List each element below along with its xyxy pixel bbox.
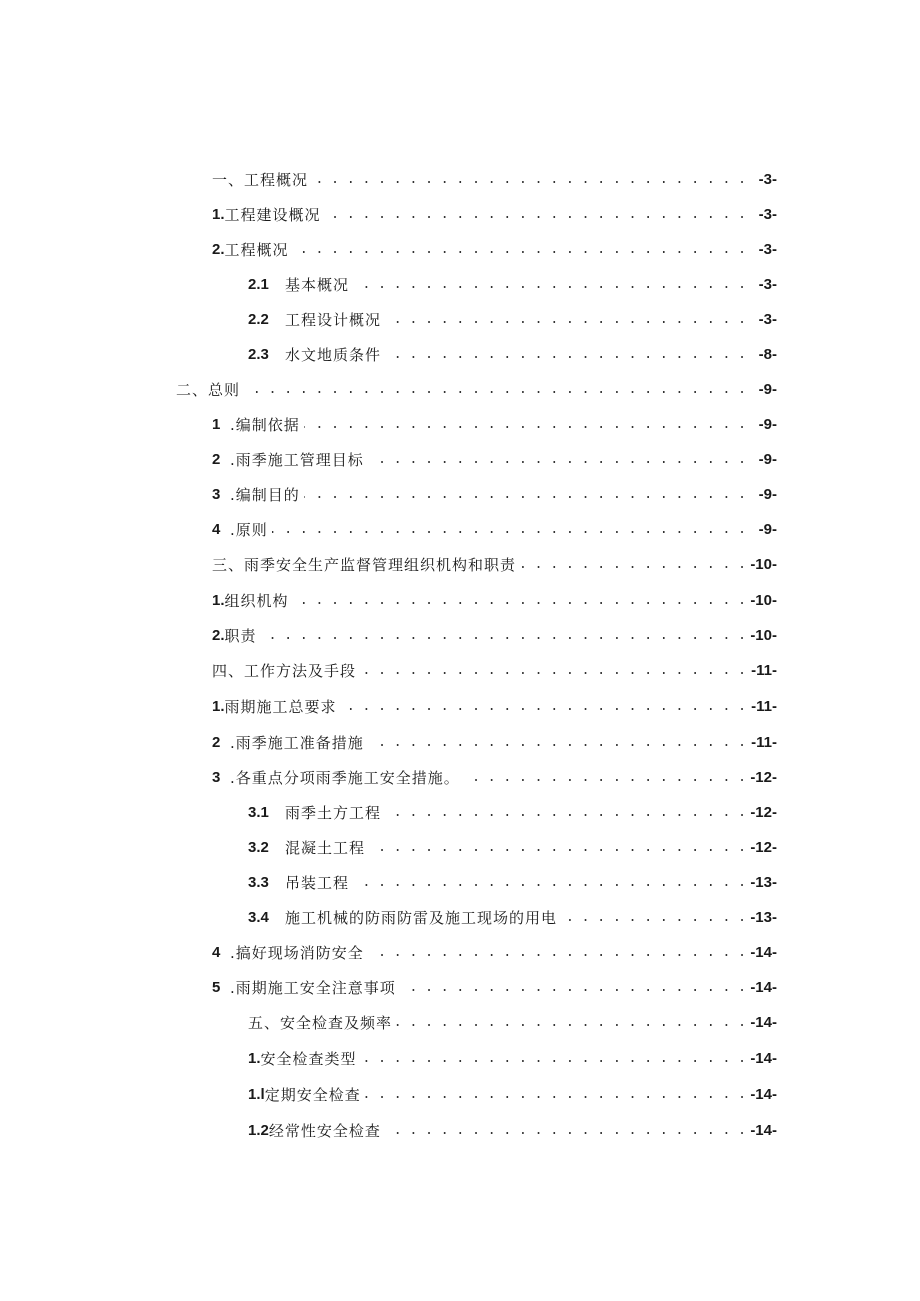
toc-dot-leader [244, 378, 746, 402]
toc-entry[interactable] [248, 1119, 777, 1143]
toc-entry-number: 5 [212, 979, 221, 996]
toc-entry[interactable] [212, 976, 777, 1000]
toc-entry-title: .雨季施工管理目标 [230, 451, 364, 469]
toc-entry-title: 安全检查类型 [260, 1050, 357, 1068]
toc-dot-leader [304, 483, 746, 507]
toc-entry-title: 经常性安全检查 [268, 1122, 381, 1140]
toc-dot-leader [353, 871, 746, 895]
toc-entry-page: -9- [758, 416, 777, 433]
toc-entry-title: .编制目的 [230, 486, 300, 504]
toc-entry[interactable] [248, 1083, 777, 1107]
toc-dot-leader [360, 659, 746, 683]
toc-entry[interactable] [212, 731, 777, 755]
toc-entry[interactable] [176, 378, 777, 402]
toc-dot-leader [293, 589, 746, 613]
toc-entry-number: 1. [212, 592, 225, 609]
toc-entry[interactable] [212, 413, 777, 437]
toc-entry-page: -3- [758, 276, 777, 293]
toc-entry-title: 工程建设概况 [224, 206, 321, 224]
toc-dot-leader [272, 518, 746, 542]
toc-dot-leader [385, 801, 746, 825]
toc-entry-page: -11- [751, 662, 777, 679]
toc-entry[interactable] [248, 906, 777, 930]
toc-entry-page: -3- [758, 311, 777, 328]
toc-entry[interactable] [248, 273, 777, 297]
toc-entry-number: 2.3 [248, 346, 269, 363]
toc-entry-page: -10- [750, 592, 777, 609]
toc-entry-page: -14- [750, 1014, 777, 1031]
toc-entry-page: -12- [750, 804, 777, 821]
toc-dot-leader [368, 731, 746, 755]
toc-dot-leader [293, 238, 746, 262]
toc-dot-leader [325, 203, 746, 227]
toc-entry[interactable] [248, 801, 777, 825]
toc-entry-number: 1. [212, 698, 225, 715]
toc-entry-number: 4 [212, 944, 221, 961]
toc-entry-title: .编制依据 [230, 416, 300, 434]
toc-entry-title: 混凝土工程 [285, 839, 366, 857]
toc-dot-leader [365, 1083, 746, 1107]
toc-entry[interactable] [248, 343, 777, 367]
toc-entry-title: .雨季施工准备措施 [230, 734, 364, 752]
toc-entry-page: -12- [750, 769, 777, 786]
toc-entry[interactable] [248, 308, 777, 332]
toc-dot-leader [368, 941, 746, 965]
toc-entry-number: 1. [248, 1050, 261, 1067]
toc-entry-title: 工程设计概况 [285, 311, 382, 329]
toc-entry-number: 3.1 [248, 804, 269, 821]
toc-entry-page: -3- [758, 241, 777, 258]
toc-dot-leader [304, 413, 746, 437]
toc-entry-page: -9- [758, 486, 777, 503]
toc-dot-leader [261, 624, 746, 648]
toc-entry-title: .原则 [230, 521, 268, 539]
toc-entry-page: -9- [758, 451, 777, 468]
toc-dot-leader [385, 343, 746, 367]
toc-entry-page: -9- [758, 521, 777, 538]
toc-entry-page: -11- [751, 698, 777, 715]
toc-entry-page: -9- [758, 381, 777, 398]
toc-entry-number: 1.l [248, 1086, 265, 1103]
toc-dot-leader [520, 553, 746, 577]
toc-entry-page: -10- [750, 627, 777, 644]
toc-entry-title: 雨期施工总要求 [224, 698, 337, 716]
toc-entry-page: -14- [750, 1122, 777, 1139]
toc-dot-leader [396, 1011, 746, 1035]
toc-dot-leader [385, 1119, 746, 1143]
toc-entry-number: 2 [212, 734, 221, 751]
toc-entry-page: -14- [750, 1050, 777, 1067]
toc-entry-number: 4 [212, 521, 221, 538]
toc-entry-title: .雨期施工安全注意事项 [230, 979, 396, 997]
toc-dot-leader [561, 906, 746, 930]
toc-entry[interactable] [248, 1047, 777, 1071]
toc-entry-title: 水文地质条件 [285, 346, 382, 364]
toc-entry[interactable] [212, 203, 777, 227]
toc-entry-number: 2.1 [248, 276, 269, 293]
toc-entry[interactable] [212, 589, 777, 613]
toc-entry-number: 1. [212, 206, 225, 223]
toc-dot-leader [369, 836, 746, 860]
toc-entry[interactable] [248, 871, 777, 895]
toc-entry-title: 施工机械的防雨防雷及施工现场的用电 [285, 909, 558, 927]
toc-dot-leader [361, 1047, 746, 1071]
toc-dot-leader [353, 273, 746, 297]
toc-entry[interactable] [212, 238, 777, 262]
toc-entry[interactable] [212, 659, 777, 683]
toc-entry-number: 3.4 [248, 909, 269, 926]
toc-entry[interactable] [212, 553, 777, 577]
toc-entry-title: 基本概况 [285, 276, 350, 294]
toc-dot-leader [312, 168, 746, 192]
toc-entry-page: -14- [750, 979, 777, 996]
toc-entry-page: -11- [751, 734, 777, 751]
toc-entry-page: -3- [758, 171, 777, 188]
toc-entry-title: .各重点分项雨季施工安全措施。 [230, 769, 460, 787]
toc-entry-number: 1.2 [248, 1122, 269, 1139]
toc-entry-title: .搞好现场消防安全 [230, 944, 364, 962]
toc-dot-leader [368, 448, 746, 472]
toc-entry-title: 吊装工程 [285, 874, 350, 892]
toc-entry[interactable] [248, 1011, 777, 1035]
toc-entry-number: 3 [212, 486, 221, 503]
toc-entry-number: 3 [212, 769, 221, 786]
toc-entry-page: -3- [758, 206, 777, 223]
toc-entry[interactable] [212, 624, 777, 648]
toc-entry-page: -13- [750, 909, 777, 926]
toc-entry-page: -10- [750, 556, 777, 573]
toc-dot-leader [341, 695, 746, 719]
toc-entry-title: 职责 [224, 627, 257, 645]
toc-entry-number: 2. [212, 241, 225, 258]
toc-entry-page: -8- [758, 346, 777, 363]
toc-dot-leader [400, 976, 746, 1000]
toc-entry-title: 一、工程概况 [212, 171, 309, 189]
toc-entry-page: -13- [750, 874, 777, 891]
toc-entry[interactable] [212, 941, 777, 965]
toc-entry-title: 三、雨季安全生产监督管理组织机构和职责 [212, 556, 517, 574]
toc-entry-number: 1 [212, 416, 221, 433]
toc-entry-title: 二、总则 [176, 381, 241, 399]
toc-entry[interactable] [212, 695, 777, 719]
toc-entry[interactable] [212, 518, 777, 542]
toc-entry-number: 3.2 [248, 839, 269, 856]
toc-entry-number: 2. [212, 627, 225, 644]
toc-entry-number: 2.2 [248, 311, 269, 328]
toc-dot-leader [464, 766, 746, 790]
toc-entry-title: 四、工作方法及手段 [212, 662, 357, 680]
toc-dot-leader [385, 308, 746, 332]
toc-entry-number: 3.3 [248, 874, 269, 891]
toc-entry-title: 五、安全检查及频率 [248, 1014, 393, 1032]
toc-entry-title: 组织机构 [224, 592, 289, 610]
toc-entry-number: 2 [212, 451, 221, 468]
toc-entry[interactable] [212, 766, 777, 790]
toc-entry[interactable] [212, 168, 777, 192]
toc-entry-title: 定期安全检查 [264, 1086, 361, 1104]
toc-entry-title: 工程概况 [224, 241, 289, 259]
toc-entry-page: -14- [750, 944, 777, 961]
toc-entry[interactable] [248, 836, 777, 860]
toc-entry[interactable] [212, 448, 777, 472]
toc-entry-page: -12- [750, 839, 777, 856]
toc-entry[interactable] [212, 483, 777, 507]
toc-entry-title: 雨季土方工程 [285, 804, 382, 822]
toc-entry-page: -14- [750, 1086, 777, 1103]
